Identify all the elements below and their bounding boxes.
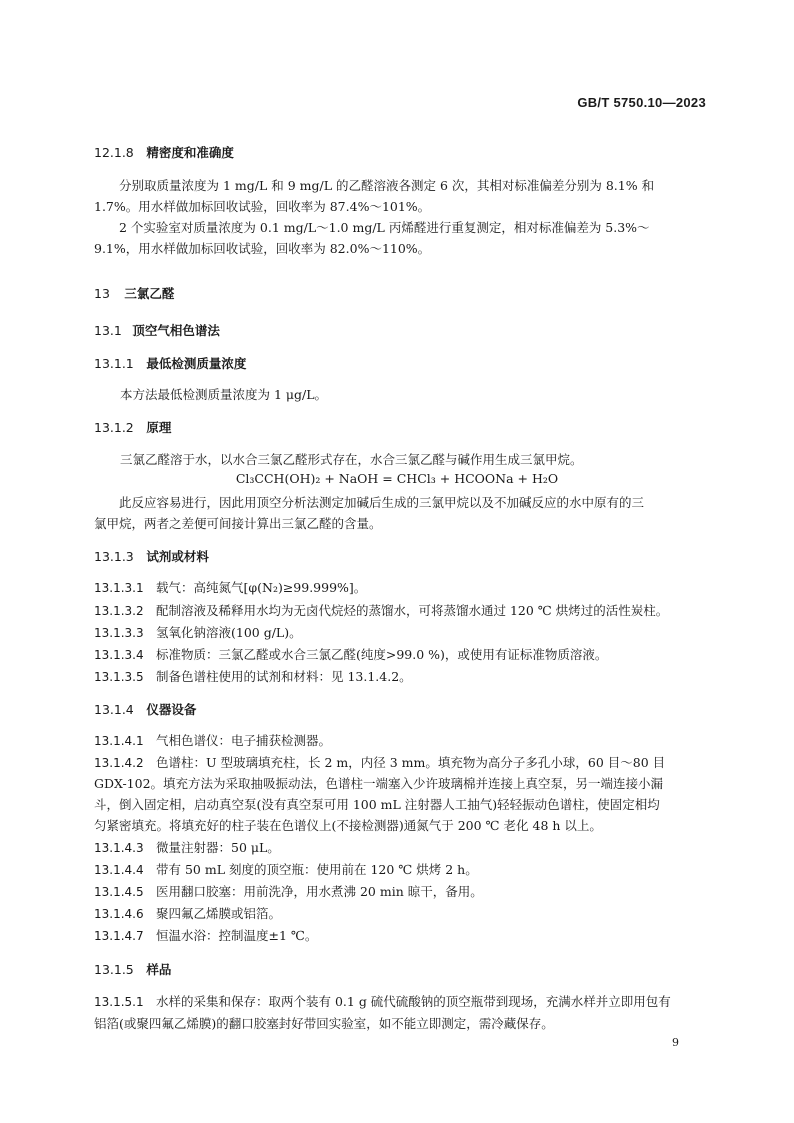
heading-title: 精密度和准确度 bbox=[146, 145, 234, 160]
heading-13-1 bbox=[94, 321, 220, 339]
item-text: 恒温水浴：控制温度±1 ℃。 bbox=[156, 928, 318, 943]
item-text: 氢氧化钠溶液(100 g/L)。 bbox=[156, 625, 302, 640]
list-item bbox=[94, 992, 671, 1010]
item-number: 13.1.4.1 bbox=[94, 734, 144, 748]
list-item bbox=[94, 667, 412, 685]
paragraph-line: GDX-102。填充方法为采取抽吸振动法，色谱柱一端塞入少许玻璃棉并连接上真空泵，另一端连接小漏 bbox=[94, 776, 664, 791]
list-item bbox=[94, 645, 607, 663]
heading-number: 12.1.8 bbox=[94, 145, 134, 160]
list-item bbox=[94, 731, 331, 749]
heading-number: 13.1.2 bbox=[94, 420, 134, 435]
list-item bbox=[94, 578, 366, 596]
item-number: 13.1.3.5 bbox=[94, 670, 144, 684]
heading-13-1-5 bbox=[94, 960, 171, 978]
heading-13 bbox=[94, 284, 174, 302]
heading-13-1-3 bbox=[94, 547, 209, 565]
heading-number: 13.1.4 bbox=[94, 702, 134, 717]
list-item bbox=[94, 753, 665, 771]
item-text: 配制溶液及稀释用水均为无卤代烷烃的蒸馏水，可将蒸馏水通过 120 ℃ 烘烤过的活性炭柱。 bbox=[156, 603, 669, 618]
paragraph-line: 1.7%。用水样做加标回收试验，回收率为 87.4%～101%。 bbox=[94, 199, 431, 214]
item-number: 13.1.3.1 bbox=[94, 581, 144, 595]
item-number: 13.1.4.5 bbox=[94, 885, 144, 899]
paragraph-line: 分别取质量浓度为 1 mg/L 和 9 mg/L 的乙醛溶液各测定 6 次，其相对标准偏差分别为 8.1% 和 bbox=[119, 178, 655, 193]
paragraph-line: 铝箔(或聚四氟乙烯膜)的翻口胶塞封好带回实验室，如不能立即测定，需冷藏保存。 bbox=[94, 1016, 554, 1031]
heading-title: 最低检测质量浓度 bbox=[146, 356, 247, 371]
item-number: 13.1.4.7 bbox=[94, 929, 144, 943]
heading-13-1-1 bbox=[94, 354, 246, 372]
heading-number: 13.1.3 bbox=[94, 549, 134, 564]
item-text: 制备色谱柱使用的试剂和材料：见 13.1.4.2。 bbox=[156, 669, 412, 684]
paragraph-line: 氯甲烷，两者之差便可间接计算出三氯乙醛的含量。 bbox=[94, 516, 382, 531]
item-text: 聚四氟乙烯膜或铝箔。 bbox=[156, 906, 282, 921]
list-item bbox=[94, 904, 281, 922]
item-text: 标准物质：三氯乙醛或水合三氯乙醛(纯度>99.0 %)，或使用有证标准物质溶液。 bbox=[156, 647, 608, 662]
item-number: 13.1.4.2 bbox=[94, 756, 144, 770]
heading-title: 样品 bbox=[146, 962, 172, 977]
heading-title: 三氯乙醛 bbox=[124, 286, 175, 301]
item-text: 医用翻口胶塞：用前洗净，用水煮沸 20 min 晾干，备用。 bbox=[156, 884, 483, 899]
item-number: 13.1.4.6 bbox=[94, 907, 144, 921]
heading-number: 13.1 bbox=[94, 323, 122, 338]
heading-title: 顶空气相色谱法 bbox=[132, 323, 220, 338]
reaction-equation: Cl₃CCH(OH)₂ + NaOH = CHCl₃ + HCOONa + H₂O bbox=[235, 471, 559, 486]
list-item bbox=[94, 860, 478, 878]
item-text: 水样的采集和保存：取两个装有 0.1 g 硫代硫酸钠的顶空瓶带到现场，充满水样并立即用包有 bbox=[156, 994, 671, 1009]
page-number: 9 bbox=[672, 1036, 679, 1049]
heading-13-1-2 bbox=[94, 418, 171, 436]
item-text: 带有 50 mL 刻度的顶空瓶：使用前在 120 ℃ 烘烤 2 h。 bbox=[156, 862, 478, 877]
item-text: 气相色谱仪：电子捕获检测器。 bbox=[156, 733, 332, 748]
standard-number: GB/T 5750.10—2023 bbox=[577, 95, 706, 110]
paragraph-line: 匀紧密填充。将填充好的柱子装在色谱仪上(不接检测器)通氮气于 200 ℃ 老化 48 h 以上。 bbox=[94, 818, 602, 833]
heading-12-1-8 bbox=[94, 143, 234, 161]
list-item bbox=[94, 926, 317, 944]
paragraph-line: 本方法最低检测质量浓度为 1 μg/L。 bbox=[120, 387, 328, 402]
paragraph-line: 斗，倒入固定相，启动真空泵(没有真空泵可用 100 mL 注射器人工抽气)轻轻振动色谱柱，使固定相均 bbox=[94, 797, 660, 812]
item-number: 13.1.4.4 bbox=[94, 863, 144, 877]
item-text: 微量注射器：50 μL。 bbox=[156, 840, 280, 855]
list-item bbox=[94, 623, 302, 641]
heading-title: 试剂或材料 bbox=[146, 549, 209, 564]
heading-title: 原理 bbox=[146, 420, 172, 435]
heading-title: 仪器设备 bbox=[146, 702, 197, 717]
item-number: 13.1.3.3 bbox=[94, 626, 144, 640]
item-number: 13.1.4.3 bbox=[94, 841, 144, 855]
paragraph-line: 9.1%，用水样做加标回收试验，回收率为 82.0%～110%。 bbox=[94, 241, 431, 256]
paragraph-line: 2 个实验室对质量浓度为 0.1 mg/L～1.0 mg/L 丙烯醛进行重复测定，相对标准偏差为 5.3%～ bbox=[119, 220, 650, 235]
heading-number: 13.1.1 bbox=[94, 356, 134, 371]
item-text: 色谱柱：U 型玻璃填充柱，长 2 m，内径 3 mm。填充物为高分子多孔小球，60 目～80 目 bbox=[156, 755, 666, 770]
heading-number: 13.1.5 bbox=[94, 962, 134, 977]
paragraph-line: 三氯乙醛溶于水，以水合三氯乙醛形式存在，水合三氯乙醛与碱作用生成三氯甲烷。 bbox=[120, 452, 583, 467]
heading-13-1-4 bbox=[94, 700, 196, 718]
heading-number: 13 bbox=[94, 286, 110, 301]
item-number: 13.1.3.2 bbox=[94, 604, 144, 618]
item-text: 载气：高纯氮气[φ(N₂)≥99.999%]。 bbox=[156, 580, 367, 595]
list-item bbox=[94, 838, 280, 856]
list-item bbox=[94, 601, 668, 619]
list-item bbox=[94, 882, 483, 900]
paragraph-line: 此反应容易进行，因此用顶空分析法测定加碱后生成的三氯甲烷以及不加碱反应的水中原有的三 bbox=[119, 495, 645, 510]
item-number: 13.1.3.4 bbox=[94, 648, 144, 662]
item-number: 13.1.5.1 bbox=[94, 995, 144, 1009]
